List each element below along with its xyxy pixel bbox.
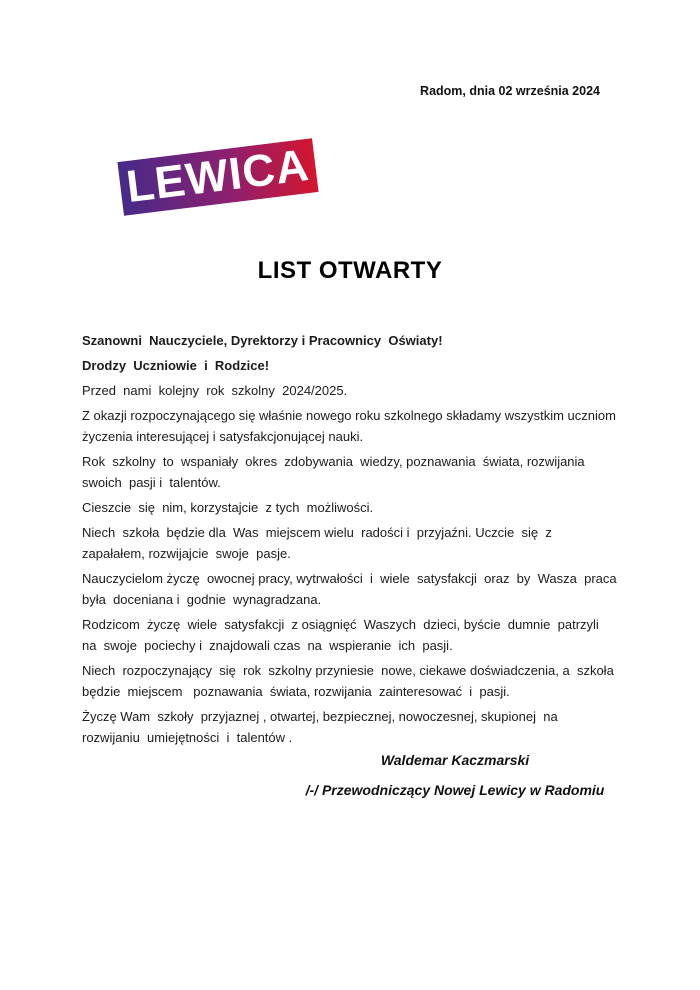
paragraph-line: Nauczycielom życzę owocnej pracy, wytrwałości i wiele satysfakcji oraz by Wasza praca [82, 571, 617, 586]
paragraph-line: zapałałem, rozwijajcie swoje pasje. [82, 546, 291, 561]
signature-name: Waldemar Kaczmarski [380, 752, 530, 768]
paragraph-line: Rodzicom życzę wiele satysfakcji z osiągnięć Waszych dzieci, byście dumnie patrzyli [82, 617, 599, 632]
paragraph [82, 660, 642, 702]
paragraph-line: Niech szkoła będzie dla Was miejscem wielu radości i przyjaźni. Uczcie się z [82, 525, 552, 540]
paragraph [82, 380, 642, 401]
date-line: Radom, dnia 02 września 2024 [420, 84, 600, 98]
signature-role: /-/ Przewodniczący Nowej Lewicy w Radomiu [305, 782, 605, 798]
paragraph-line: życzenia interesującej i satysfakcjonującej nauki. [82, 429, 364, 444]
paragraph-line: Cieszcie się nim, korzystajcie z tych możliwości. [82, 500, 374, 515]
signature-block [250, 750, 660, 801]
paragraph-line: Przed nami kolejny rok szkolny 2024/2025. [82, 383, 348, 398]
paragraph-line: Rok szkolny to wspaniały okres zdobywania wiedzy, poznawania świata, rozwijania [82, 454, 585, 469]
paragraph [82, 451, 642, 493]
paragraph [82, 568, 642, 610]
paragraph-line: Z okazji rozpoczynającego się właśnie nowego roku szkolnego składamy wszystkim uczniom [82, 408, 616, 423]
paragraph [82, 497, 642, 518]
paragraph [82, 614, 642, 656]
lewica-logo [117, 138, 318, 215]
paragraph [82, 405, 642, 447]
letter-body [82, 330, 642, 752]
paragraph-line: będzie miejscem poznawania świata, rozwijania zainteresować i pasji. [82, 684, 510, 699]
paragraph-line: Niech rozpoczynający się rok szkolny przyniesie nowe, ciekawe doświadczenia, a szkoła [82, 663, 614, 678]
paragraph-line: była doceniana i godnie wynagradzana. [82, 592, 322, 607]
paragraph-line: swoich pasji i talentów. [82, 475, 221, 490]
paragraph [82, 706, 642, 748]
paragraph [82, 522, 642, 564]
paragraph [82, 330, 642, 351]
paragraph [82, 355, 642, 376]
paragraph-line: na swoje pociechy i znajdowali czas na wspieranie ich pasji. [82, 638, 453, 653]
paragraph-line: Życzę Wam szkoły przyjaznej , otwartej, bezpiecznej, nowoczesnej, skupionej na [82, 709, 558, 724]
page-title: LIST OTWARTY [257, 257, 443, 284]
lewica-logo-text: LEWICA [123, 139, 312, 213]
paragraph-line: Szanowni Nauczyciele, Dyrektorzy i Pracownicy Oświaty! [82, 333, 443, 348]
paragraph-line: rozwijaniu umiejętności i talentów . [82, 730, 293, 745]
paragraph-line: Drodzy Uczniowie i Rodzice! [82, 358, 270, 373]
